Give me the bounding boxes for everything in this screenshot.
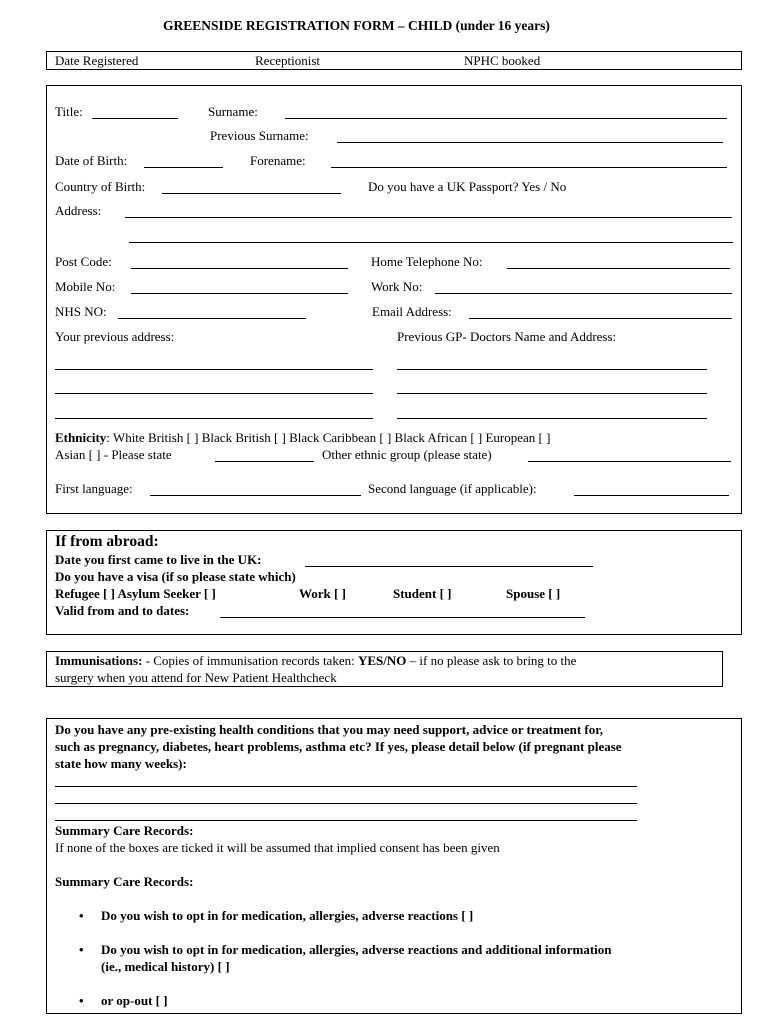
work-visa-option[interactable]: Work [ ] bbox=[299, 586, 346, 601]
postcode-label: Post Code: bbox=[55, 254, 112, 269]
previous-surname-label: Previous Surname: bbox=[210, 128, 309, 143]
opt-in-additional-text-2: (ie., medical history) [ ] bbox=[101, 958, 230, 974]
immunisations-line-1 bbox=[55, 653, 576, 669]
ethnicity-row-1[interactable] bbox=[55, 430, 550, 446]
ethnicity-label: Ethnicity bbox=[55, 430, 107, 445]
email-field[interactable] bbox=[469, 318, 732, 319]
opt-in-additional-option[interactable] bbox=[55, 942, 735, 975]
refugee-asylum-options[interactable]: Refugee [ ] Asylum Seeker [ ] bbox=[55, 586, 216, 601]
home-telephone-label: Home Telephone No: bbox=[371, 254, 483, 269]
bullet-icon: • bbox=[79, 908, 84, 923]
previous-surname-field[interactable] bbox=[337, 142, 723, 143]
receptionist-label: Receptionist bbox=[255, 53, 320, 68]
office-use-box bbox=[46, 51, 742, 70]
second-language-field[interactable] bbox=[574, 495, 729, 496]
title-label: Title: bbox=[55, 104, 83, 119]
ethnicity-options-1: : White British [ ] Black British [ ] Black Caribbean [ ] Black African [ ] European [ ] bbox=[106, 430, 551, 445]
health-question-line-3: state how many weeks): bbox=[55, 756, 187, 771]
mobile-label: Mobile No: bbox=[55, 279, 116, 294]
summary-care-options bbox=[55, 908, 735, 1009]
surname-label: Surname: bbox=[208, 104, 258, 119]
first-language-field[interactable] bbox=[150, 495, 361, 496]
mobile-field[interactable] bbox=[131, 293, 348, 294]
immunisations-text-2: – if no please ask to bring to the bbox=[406, 653, 577, 668]
address-field-line-1[interactable] bbox=[125, 217, 732, 218]
ethnicity-asian-state-field[interactable] bbox=[215, 461, 314, 462]
previous-gp-label: Previous GP- Doctors Name and Address: bbox=[397, 329, 617, 344]
valid-dates-field[interactable] bbox=[220, 617, 585, 618]
opt-out-text: or op-out [ ] bbox=[101, 992, 168, 1008]
valid-dates-label: Valid from and to dates: bbox=[55, 603, 190, 618]
opt-in-additional-text-1: Do you wish to opt in for medication, allergies, adverse reactions and additional information bbox=[101, 942, 612, 958]
dob-field[interactable] bbox=[144, 167, 223, 168]
health-question-line-2: such as pregnancy, diabetes, heart problems, asthma etc? If yes, please detail below (if pregnant please bbox=[55, 739, 622, 754]
immunisations-label: Immunisations: bbox=[55, 653, 143, 668]
form-title: GREENSIDE REGISTRATION FORM – CHILD (under 16 years) bbox=[163, 18, 550, 33]
nhs-no-field[interactable] bbox=[118, 318, 306, 319]
date-came-to-uk-field[interactable] bbox=[305, 566, 593, 567]
work-no-field[interactable] bbox=[435, 293, 732, 294]
postcode-field[interactable] bbox=[131, 268, 348, 269]
dob-label: Date of Birth: bbox=[55, 153, 128, 168]
home-telephone-field[interactable] bbox=[507, 268, 730, 269]
ethnicity-other-label: Other ethnic group (please state) bbox=[322, 447, 492, 462]
work-no-label: Work No: bbox=[371, 279, 423, 294]
summary-care-heading-2: Summary Care Records: bbox=[55, 874, 194, 889]
health-details-line-2[interactable] bbox=[55, 803, 637, 804]
ethnicity-other-field[interactable] bbox=[528, 461, 731, 462]
bullet-icon: • bbox=[79, 992, 84, 1008]
address-label: Address: bbox=[55, 203, 102, 218]
opt-in-basic-text: Do you wish to opt in for medication, allergies, adverse reactions [ ] bbox=[101, 908, 474, 923]
nhs-no-label: NHS NO: bbox=[55, 304, 107, 319]
first-language-label: First language: bbox=[55, 481, 133, 496]
previous-address-line-2[interactable] bbox=[55, 393, 373, 394]
ethnicity-asian-option[interactable]: Asian [ ] - Please state bbox=[55, 447, 172, 462]
health-details-line-3[interactable] bbox=[55, 820, 637, 821]
health-details-line-1[interactable] bbox=[55, 786, 637, 787]
nphc-booked-label: NPHC booked bbox=[464, 53, 541, 68]
forename-field[interactable] bbox=[331, 167, 727, 168]
visa-question: Do you have a visa (if so please state which) bbox=[55, 569, 296, 584]
health-question-line-1: Do you have any pre-existing health conditions that you may need support, advice or treatment for, bbox=[55, 722, 604, 737]
email-label: Email Address: bbox=[372, 304, 452, 319]
immunisations-text-1: - Copies of immunisation records taken: bbox=[142, 653, 358, 668]
immunisations-yes-no[interactable]: YES/NO bbox=[357, 653, 407, 668]
previous-gp-line-3[interactable] bbox=[397, 418, 707, 419]
uk-passport-question[interactable]: Do you have a UK Passport? Yes / No bbox=[368, 179, 567, 194]
address-field-line-2[interactable] bbox=[129, 242, 733, 243]
country-of-birth-label: Country of Birth: bbox=[55, 179, 146, 194]
spouse-visa-option[interactable]: Spouse [ ] bbox=[506, 586, 561, 601]
summary-care-heading-1: Summary Care Records: bbox=[55, 823, 194, 838]
previous-address-line-3[interactable] bbox=[55, 418, 373, 419]
opt-in-basic-option[interactable] bbox=[55, 908, 735, 924]
date-came-to-uk-label: Date you first came to live in the UK: bbox=[55, 552, 262, 567]
student-visa-option[interactable]: Student [ ] bbox=[393, 586, 452, 601]
summary-care-note: If none of the boxes are ticked it will be assumed that implied consent has been given bbox=[55, 840, 500, 855]
abroad-heading: If from abroad: bbox=[55, 533, 159, 550]
previous-address-line-1[interactable] bbox=[55, 369, 373, 370]
bullet-icon: • bbox=[79, 942, 84, 958]
second-language-label: Second language (if applicable): bbox=[368, 481, 537, 496]
opt-out-option[interactable] bbox=[55, 993, 735, 1009]
date-registered-label: Date Registered bbox=[55, 53, 139, 68]
previous-gp-line-2[interactable] bbox=[397, 393, 707, 394]
country-of-birth-field[interactable] bbox=[162, 193, 341, 194]
immunisations-line-2: surgery when you attend for New Patient Healthcheck bbox=[55, 670, 337, 685]
previous-gp-line-1[interactable] bbox=[397, 369, 707, 370]
surname-field[interactable] bbox=[285, 118, 727, 119]
title-field[interactable] bbox=[92, 118, 178, 119]
previous-address-label: Your previous address: bbox=[55, 329, 175, 344]
forename-label: Forename: bbox=[250, 153, 306, 168]
